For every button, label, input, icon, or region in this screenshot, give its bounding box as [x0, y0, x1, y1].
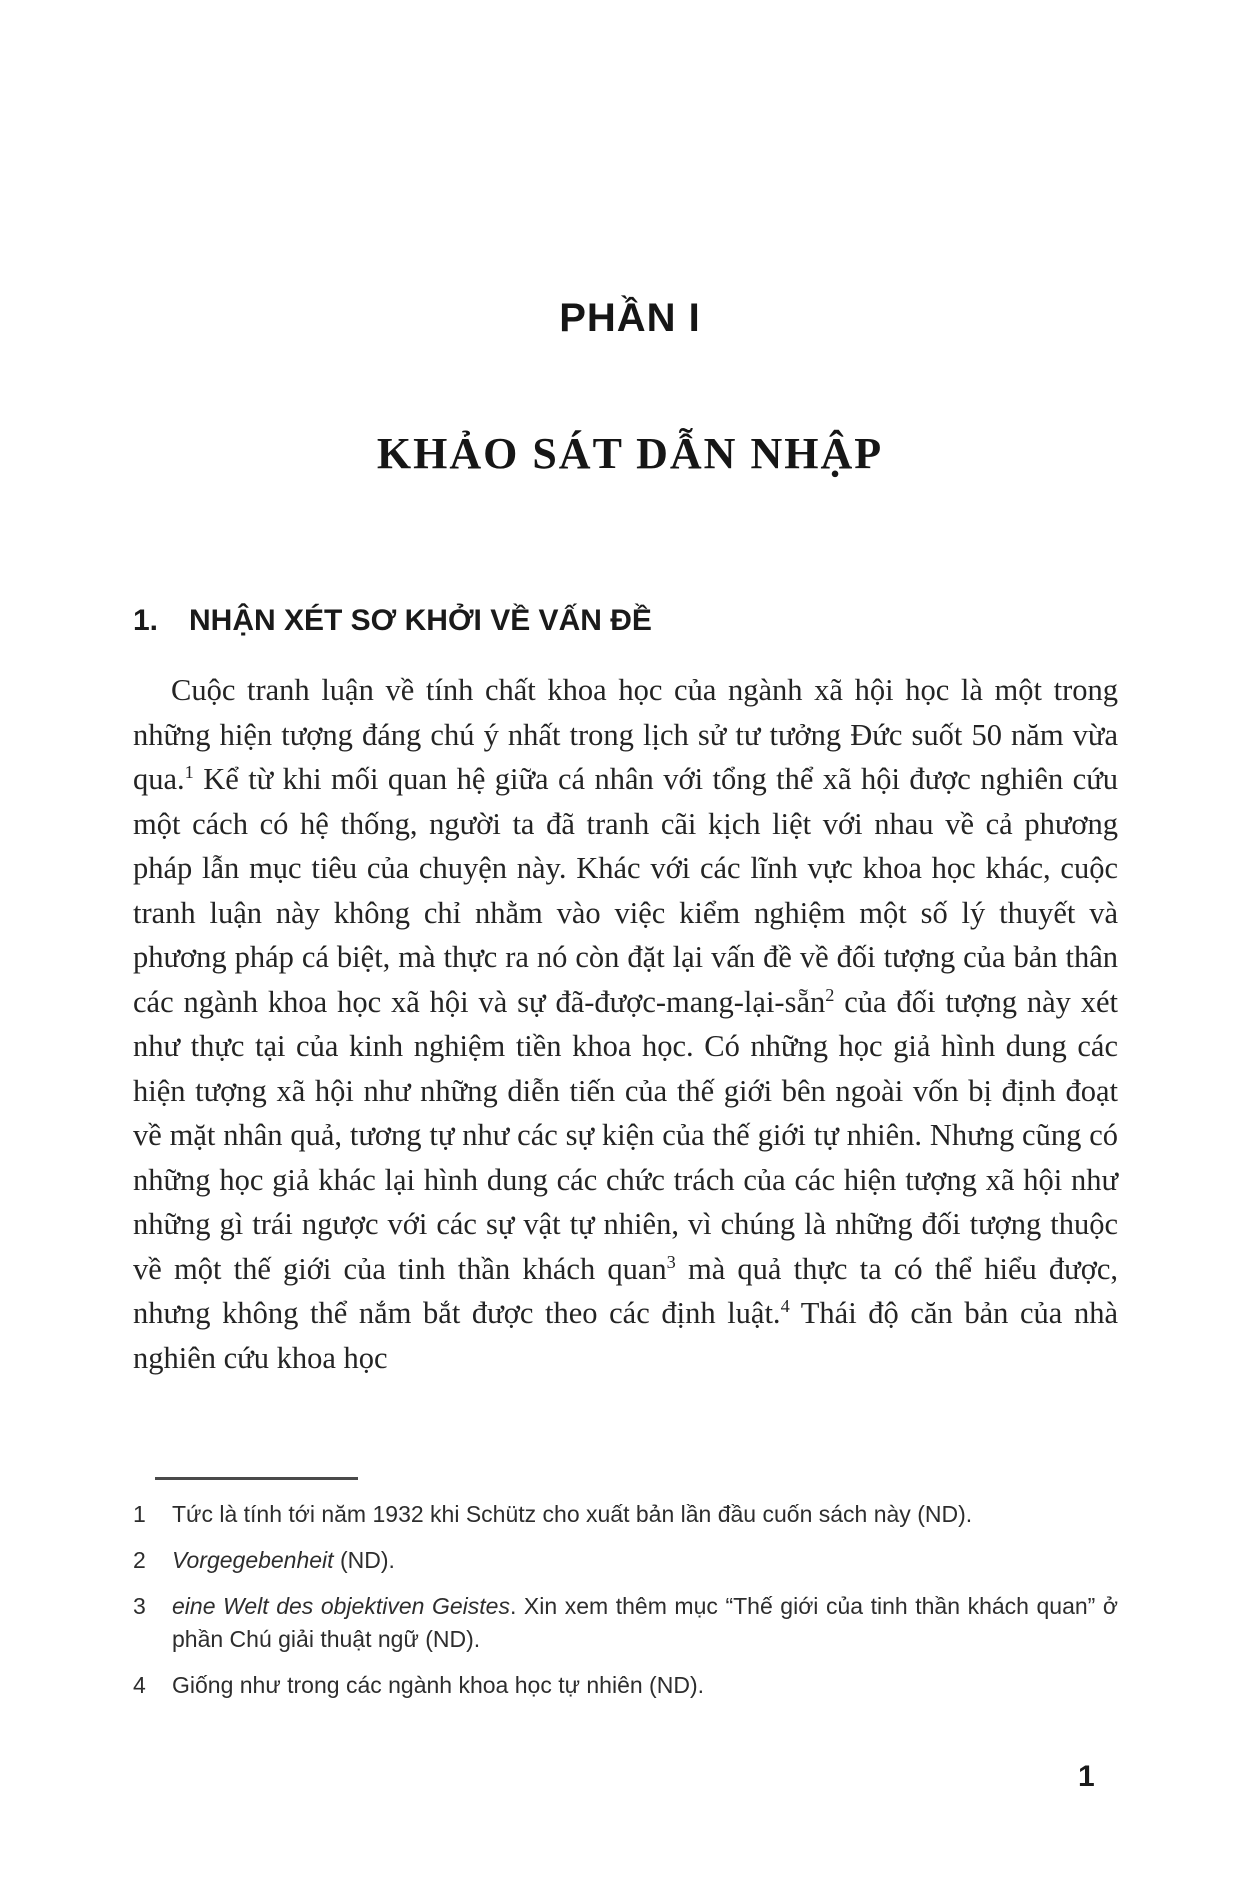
footnote-number: 2	[133, 1547, 146, 1573]
footnote-number: 4	[133, 1672, 146, 1698]
footnote-text: Giống như trong các ngành khoa học tự nhiên (ND).	[172, 1672, 704, 1698]
footnote-item	[133, 1590, 1118, 1656]
section-title: NHẬN XÉT SƠ KHỞI VỀ VẤN ĐỀ	[189, 604, 652, 637]
footnote-item	[133, 1498, 1118, 1531]
section-heading	[133, 604, 652, 638]
part-label: PHẦN I	[559, 296, 701, 340]
part-title: KHẢO SÁT DẪN NHẬP	[376, 429, 884, 478]
footnote-number: 1	[133, 1501, 146, 1527]
footnotes	[133, 1498, 1118, 1715]
section-number: 1.	[133, 604, 159, 637]
footnote-text: eine Welt des objektiven Geistes. Xin xem thêm mục “Thế giới của tinh thần khách quan” ở phần Chú giải thuật ngữ (ND).	[172, 1593, 1118, 1652]
footnote-item	[133, 1544, 1118, 1577]
footnote-separator-rule	[155, 1477, 358, 1480]
page-number: 1	[1078, 1760, 1095, 1793]
footnote-number: 3	[133, 1593, 146, 1619]
footnote-text: Tức là tính tới năm 1932 khi Schütz cho xuất bản lần đầu cuốn sách này (ND).	[172, 1501, 973, 1527]
footnote-text: Vorgegebenheit (ND).	[172, 1547, 395, 1573]
footnote-item	[133, 1669, 1118, 1702]
body-paragraph: Cuộc tranh luận về tính chất khoa học của ngành xã hội học là một trong những hiện tượng đáng chú ý nhất trong lịch sử tư tưởng Đức suốt 50 năm vừa qua.$^1$ Kể từ khi mối quan hệ giữa cá nhân với tổng thể xã hội được nghiên cứu một cách có hệ thống, người ta đã tranh cãi kịch liệt với nhau về cả phương pháp lẫn mục tiêu của chuyện này. Khác với các lĩnh vực khoa học khác, cuộc tranh luận này không chỉ nhằm vào việc kiểm nghiệm một số lý thuyết và phương pháp cá biệt, mà thực ra nó còn đặt lại vấn đề về đối tượng của bản thân các ngành khoa học xã hội và sự đã-được-mang-lại-sẵn$^2$ của đối tượng này xét như thực tại của kinh nghiệm tiền khoa học. Có những học giả hình dung các hiện tượng xã hội như những diễn tiến của thế giới bên ngoài vốn bị định đoạt về mặt nhân quả, tương tự như các sự kiện của thế giới tự nhiên. Nhưng cũng có những học giả khác lại hình dung các chức trách của các hiện tượng xã hội như những gì trái ngược với các sự vật tự nhiên, vì chúng là những đối tượng thuộc về một thế giới của tinh thần khách quan$^3$ mà quả thực ta có thể hiểu được, nhưng không thể nắm bắt được theo các định luật.$^4$ Thái độ căn bản của nhà nghiên cứu khoa học	[133, 673, 1119, 1375]
